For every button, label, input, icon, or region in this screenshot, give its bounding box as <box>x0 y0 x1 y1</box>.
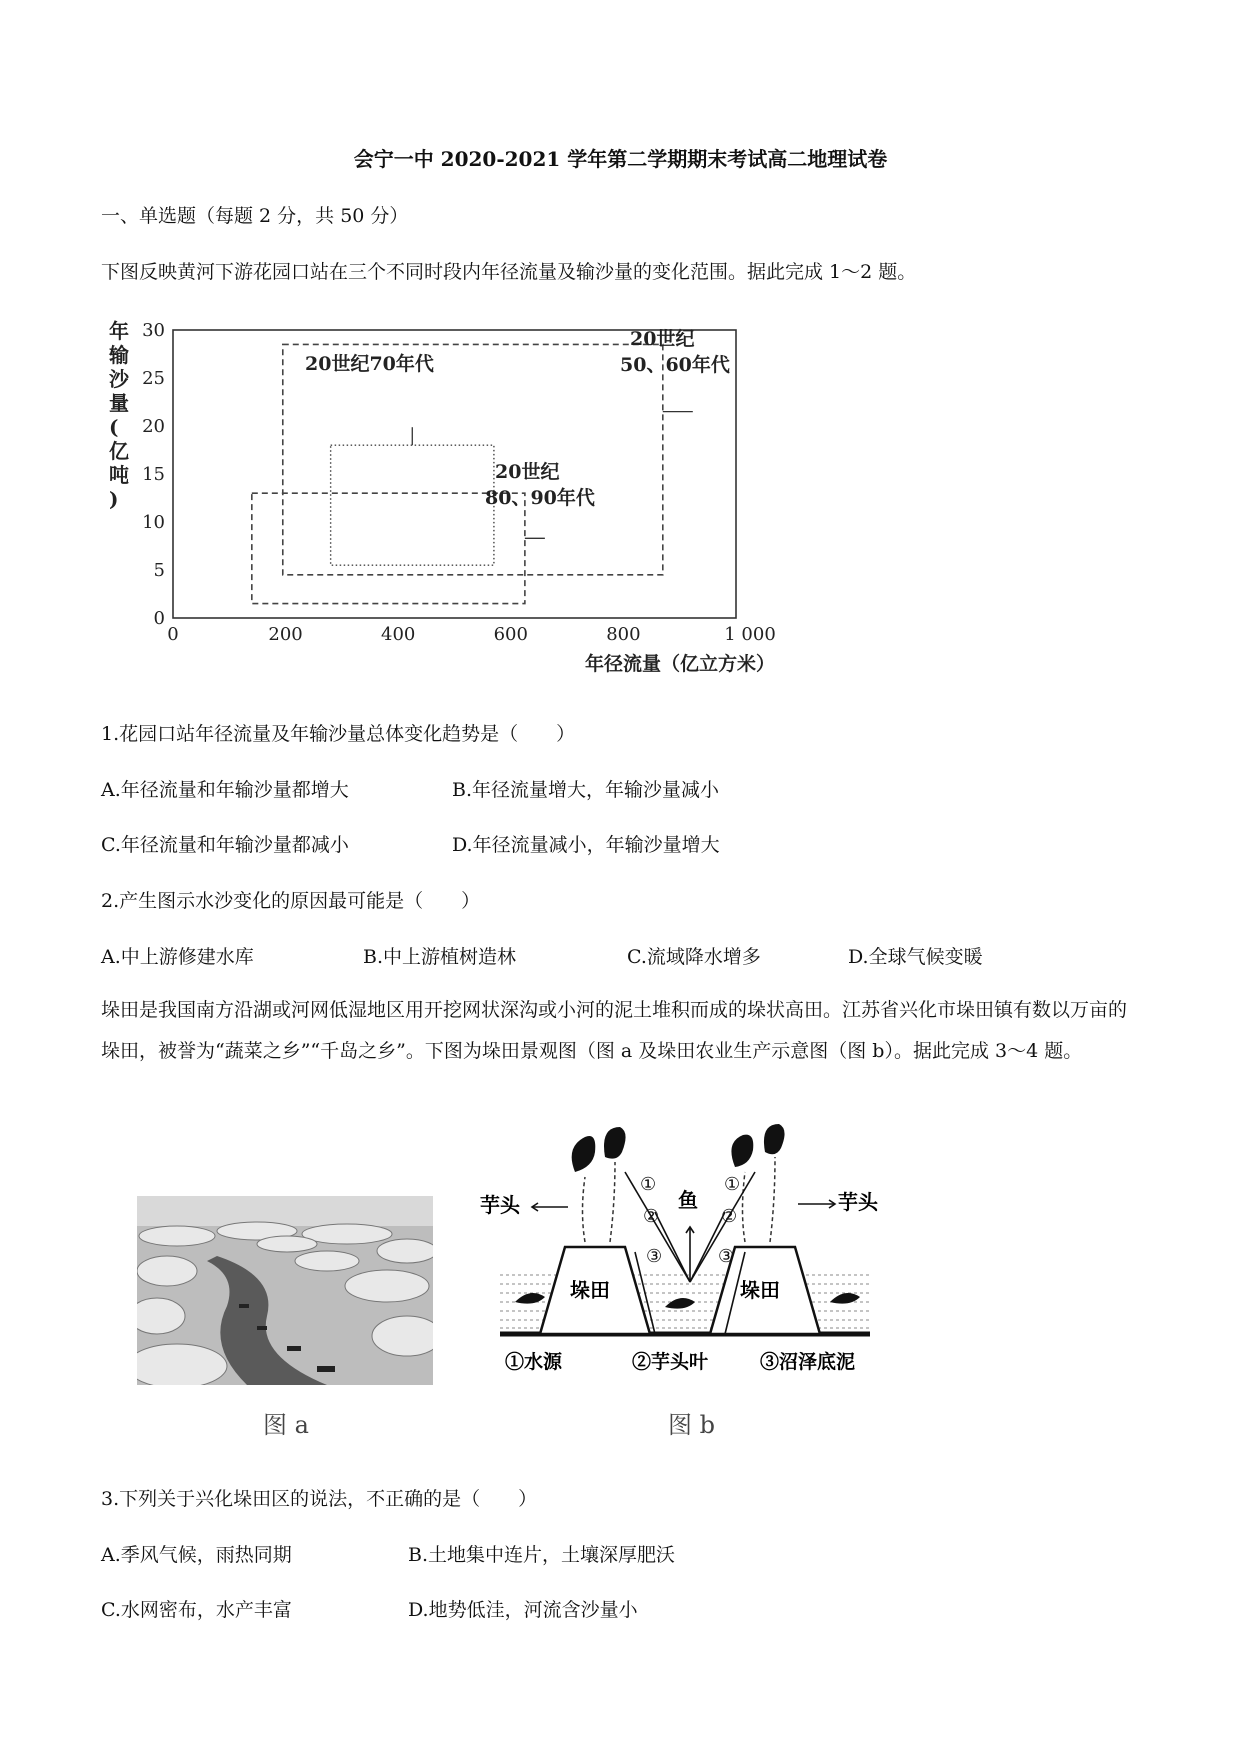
q1-option-d[interactable]: D.年径流量减小，年输沙量增大 <box>452 834 720 856</box>
y-tick-labels <box>142 320 165 629</box>
y-tick-label: 10 <box>142 512 165 533</box>
q3-option-b[interactable]: B.土地集中连片，土壤深厚肥沃 <box>408 1544 676 1566</box>
q2-option-a[interactable]: A.中上游修建水库 <box>101 946 254 968</box>
duotian-agriculture-diagram <box>480 1112 900 1402</box>
field-label-left: 垛田 <box>570 1278 610 1302</box>
taro-label-left: 芋头 <box>480 1193 520 1217</box>
period-range-rect <box>252 493 525 603</box>
y-axis-label-char: 输 <box>109 343 129 367</box>
period-label-line2: 80、90年代 <box>485 487 595 509</box>
q3-stem: 3.下列关于兴化垛田区的说法，不正确的是（ ） <box>101 1488 538 1510</box>
y-tick-label: 0 <box>153 608 165 629</box>
x-tick-label: 200 <box>268 624 303 645</box>
period-label-line1: 20世纪70年代 <box>305 353 434 375</box>
page-title: 会宁一中 2020-2021 学年第二学期期末考试高二地理试卷 <box>353 147 888 171</box>
y-tick-label: 5 <box>153 560 165 581</box>
marker-1-left: ① <box>640 1174 657 1195</box>
y-axis-label <box>108 319 130 511</box>
period-ranges <box>252 344 663 603</box>
y-tick-label: 20 <box>142 416 165 437</box>
y-tick-label: 15 <box>142 464 165 485</box>
period-range-rect <box>331 445 494 565</box>
marker-3-left: ③ <box>646 1246 663 1267</box>
y-axis-label-char: 年 <box>109 319 129 343</box>
marker-1-right: ① <box>724 1174 741 1195</box>
x-tick-label: 600 <box>493 624 528 645</box>
period-range-rect <box>283 344 663 574</box>
x-tick-label: 800 <box>606 624 641 645</box>
q1-stem: 1.花园口站年径流量及年输沙量总体变化趋势是（ ） <box>101 723 576 745</box>
y-axis-label-char: 量 <box>109 391 129 415</box>
taro-plant-icon <box>572 1124 785 1172</box>
q1-option-c[interactable]: C.年径流量和年输沙量都减小 <box>101 834 349 856</box>
period-label-line2: 50、60年代 <box>620 354 730 376</box>
y-axis-label-char: ) <box>109 487 119 511</box>
section-heading: 一、单选题（每题 2 分，共 50 分） <box>101 205 409 227</box>
q2-option-b[interactable]: B.中上游植树造林 <box>363 946 517 968</box>
period-label-line1: 20世纪 <box>630 328 695 350</box>
fish-label: 鱼 <box>678 1188 698 1212</box>
taro-label-right: 芋头 <box>838 1190 878 1214</box>
x-axis-label: 年径流量（亿立方米） <box>585 653 776 675</box>
y-axis-label-char: ( <box>109 415 119 439</box>
q3-option-a[interactable]: A.季风气候，雨热同期 <box>101 1544 292 1566</box>
q1-option-a[interactable]: A.年径流量和年输沙量都增大 <box>101 779 349 801</box>
period-label-line1: 20世纪 <box>495 461 560 483</box>
intro-text-2: 垛田是我国南方沿湖或河网低湿地区用开挖网状深沟或小河的泥土堆积而成的垛状高田。江苏省兴化市垛田镇有数以万亩的垛田，被誉为“蔬菜之乡”“千岛之乡”。下图为垛田景观图（图 a 及垛田农业生产示意图（图 b）。据此完成 3～4 题。 <box>101 999 1128 1062</box>
fig-a-caption: 图 a <box>263 1411 309 1439</box>
x-tick-labels <box>167 624 775 645</box>
y-tick-label: 30 <box>142 320 165 341</box>
y-axis-label-char: 吨 <box>109 463 129 487</box>
legend-taro-leaf: ②芋头叶 <box>632 1351 709 1373</box>
marker-3-right: ③ <box>718 1246 735 1267</box>
marker-2-left: ② <box>643 1206 660 1227</box>
x-tick-label: 400 <box>381 624 416 645</box>
y-tick-label: 25 <box>142 368 165 389</box>
q2-stem: 2.产生图示水沙变化的原因最可能是（ ） <box>101 890 481 912</box>
y-axis-label-char: 沙 <box>109 367 129 391</box>
q2-option-c[interactable]: C.流域降水增多 <box>627 946 761 968</box>
y-axis-label-char: 亿 <box>109 439 129 463</box>
q3-option-c[interactable]: C.水网密布，水产丰富 <box>101 1599 292 1621</box>
legend-swamp-mud: ③沼泽底泥 <box>760 1351 856 1373</box>
runoff-sediment-chart <box>95 310 815 685</box>
x-tick-label: 1 000 <box>724 624 776 645</box>
intro-text-1: 下图反映黄河下游花园口站在三个不同时段内年径流量及输沙量的变化范围。据此完成 1～2 题。 <box>101 261 917 283</box>
duotian-landscape-photo <box>137 1196 433 1385</box>
legend-water-source: ①水源 <box>505 1351 563 1373</box>
q2-option-d[interactable]: D.全球气候变暖 <box>848 946 983 968</box>
period-labels <box>305 327 730 538</box>
q3-option-d[interactable]: D.地势低洼，河流含沙量小 <box>408 1599 638 1621</box>
marker-2-right: ② <box>721 1206 738 1227</box>
field-label-right: 垛田 <box>740 1278 780 1302</box>
fig-b-caption: 图 b <box>668 1411 715 1439</box>
q1-option-b[interactable]: B.年径流量增大，年输沙量减小 <box>452 779 720 801</box>
x-tick-label: 0 <box>167 624 179 645</box>
